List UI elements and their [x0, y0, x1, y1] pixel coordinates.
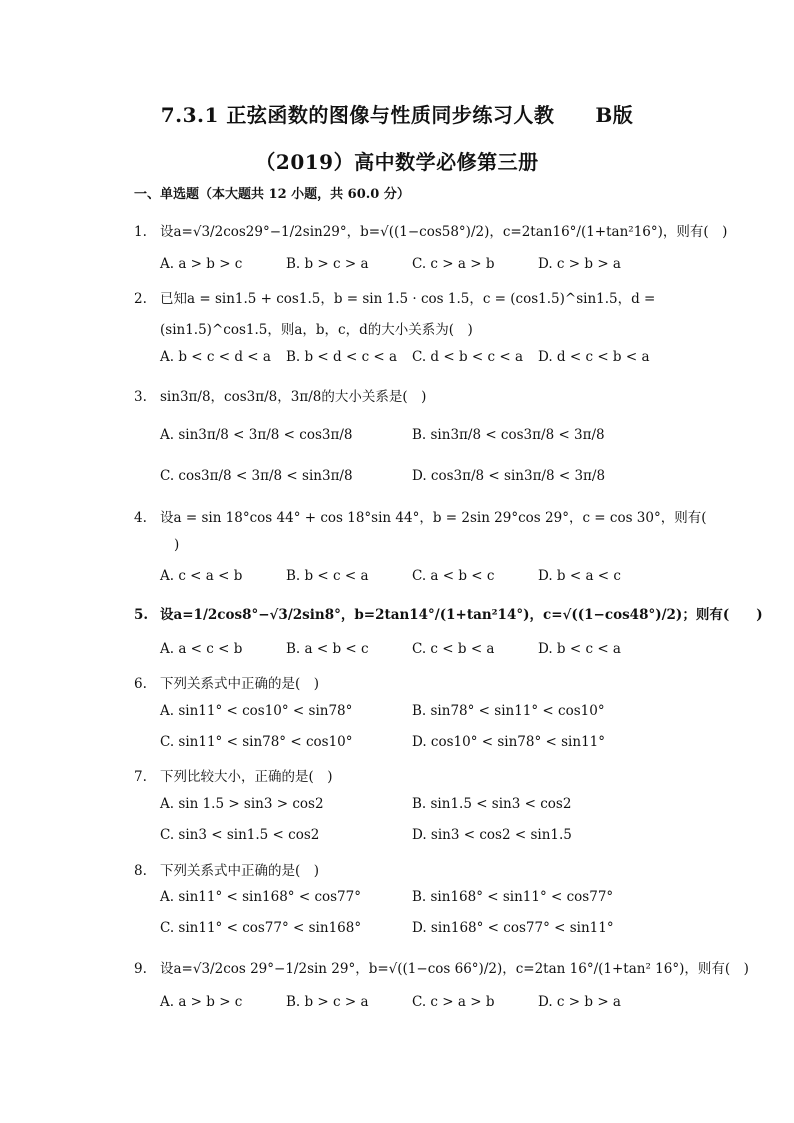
option-c: C. sin11° < sin78° < cos10°	[160, 734, 353, 750]
section-heading: 一、单选题（本大题共 12 小题，共 60.0 分）	[134, 187, 410, 202]
option-c: C. a < b < c	[412, 568, 495, 584]
option-d: D. sin168° < cos77° < sin11°	[412, 920, 614, 936]
question-2-cont: (sin1.5)^cos1.5，则a，b，c，d的大小关系为( )	[160, 322, 473, 338]
question-stem: sin3π/8，cos3π/8，3π/8的大小关系是( )	[160, 389, 427, 405]
option-a: A. sin11° < sin168° < cos77°	[160, 889, 361, 905]
option-c: C. d < b < c < a	[412, 349, 524, 365]
option-c: C. sin3 < sin1.5 < cos2	[160, 827, 320, 843]
question-number: 2.	[134, 291, 147, 307]
question-8	[134, 859, 319, 879]
option-b: B. sin3π/8 < cos3π/8 < 3π/8	[412, 427, 605, 443]
question-stem: 设a=√3/2cos 29°−1/2sin 29°，b=√((1−cos 66°)/2)，c=2tan 16°/(1+tan² 16°)，则有( )	[160, 961, 749, 977]
option-d: D. b < a < c	[538, 568, 621, 584]
option-b: B. b > c > a	[286, 256, 369, 272]
question-number: 1.	[134, 224, 147, 240]
option-a: A. a < c < b	[160, 641, 243, 657]
question-5	[134, 603, 763, 623]
option-a: A. a > b > c	[160, 256, 243, 272]
option-c: C. sin11° < cos77° < sin168°	[160, 920, 362, 936]
option-a: A. sin3π/8 < 3π/8 < cos3π/8	[160, 427, 353, 443]
question-6	[134, 672, 319, 692]
option-d: D. d < c < b < a	[538, 349, 650, 365]
question-4	[134, 506, 707, 526]
question-stem: 设a=1/2cos8°−√3/2sin8°，b=2tan14°/(1+tan²14°)，c=√((1−cos48°)/2)；则有( )	[160, 607, 763, 623]
option-d: D. cos3π/8 < sin3π/8 < 3π/8	[412, 468, 606, 484]
doc-title-line2: （2019）高中数学必修第三册	[255, 150, 539, 174]
question-stem: 下列比较大小，正确的是( )	[160, 769, 333, 785]
question-stem: 已知a = sin1.5 + cos1.5，b = sin 1.5 · cos 1.5，c = (cos1.5)^sin1.5，d =	[160, 291, 656, 307]
question-4-cont: )	[174, 537, 180, 553]
question-1	[134, 220, 727, 240]
option-c: C. c < b < a	[412, 641, 495, 657]
option-b: B. a < b < c	[286, 641, 369, 657]
option-b: B. sin1.5 < sin3 < cos2	[412, 796, 572, 812]
question-stem: 下列关系式中正确的是( )	[160, 863, 320, 879]
question-7	[134, 765, 333, 785]
option-d: D. cos10° < sin78° < sin11°	[412, 734, 605, 750]
option-a: A. a > b > c	[160, 994, 243, 1010]
question-2	[134, 287, 655, 307]
option-d: D. b < c < a	[538, 641, 621, 657]
option-a: A. sin11° < cos10° < sin78°	[160, 703, 353, 719]
question-9	[134, 957, 749, 977]
option-b: B. b < d < c < a	[286, 349, 398, 365]
option-d: D. c > b > a	[538, 256, 621, 272]
question-number: 4.	[134, 510, 147, 526]
option-d: D. sin3 < cos2 < sin1.5	[412, 827, 572, 843]
option-b: B. sin78° < sin11° < cos10°	[412, 703, 605, 719]
option-a: A. b < c < d < a	[160, 349, 271, 365]
option-b: B. b < c < a	[286, 568, 369, 584]
question-number: 9.	[134, 961, 147, 977]
option-c: C. c > a > b	[412, 256, 495, 272]
option-d: D. c > b > a	[538, 994, 621, 1010]
doc-title-line1: 7.3.1 正弦函数的图像与性质同步练习人教 B版	[160, 103, 634, 127]
question-stem: 下列关系式中正确的是( )	[160, 676, 320, 692]
option-b: B. b > c > a	[286, 994, 369, 1010]
question-number: 6.	[134, 676, 147, 692]
option-a: A. c < a < b	[160, 568, 243, 584]
option-c: C. cos3π/8 < 3π/8 < sin3π/8	[160, 468, 353, 484]
question-3	[134, 385, 426, 405]
question-number: 8.	[134, 863, 147, 879]
question-number: 3.	[134, 389, 147, 405]
question-stem: 设a = sin 18°cos 44° + cos 18°sin 44°，b = 2sin 29°cos 29°，c = cos 30°，则有(	[160, 510, 707, 526]
option-b: B. sin168° < sin11° < cos77°	[412, 889, 614, 905]
question-number: 5.	[134, 607, 149, 623]
option-c: C. c > a > b	[412, 994, 495, 1010]
question-number: 7.	[134, 769, 147, 785]
question-stem: 设a=√3/2cos29°−1/2sin29°，b=√((1−cos58°)/2)，c=2tan16°/(1+tan²16°)，则有( )	[160, 224, 728, 240]
option-a: A. sin 1.5 > sin3 > cos2	[160, 796, 324, 812]
